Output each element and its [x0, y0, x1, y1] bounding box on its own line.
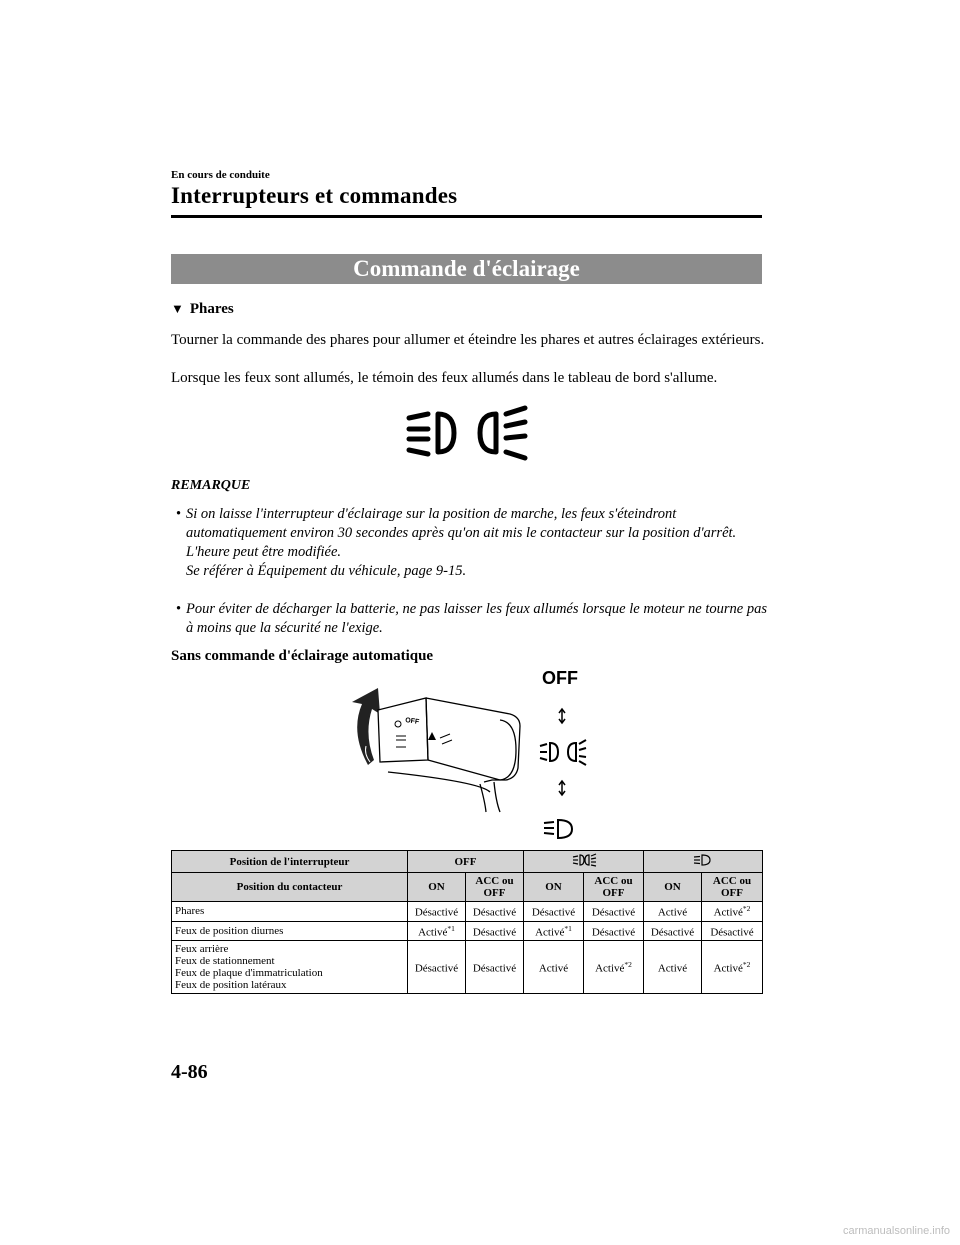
headlight-on-indicator-icon [404, 404, 530, 467]
note-item-2 [171, 600, 771, 638]
ignition-col-1: ON [408, 873, 466, 902]
table-cell: Désactivé [466, 902, 524, 922]
ignition-position-header: Position du contacteur [172, 873, 408, 902]
row-label [172, 921, 408, 941]
table-cell: Activé$^{*2}$ [584, 941, 644, 994]
row-label-line: Feux de position latéraux [175, 979, 287, 992]
row-label [172, 941, 408, 994]
ignition-col-5: ON [644, 873, 702, 902]
table-cell: Désactivé [702, 921, 763, 941]
position-lights-icon [570, 853, 598, 867]
table-cell: Désactivé [524, 902, 584, 922]
off-position-label: OFF [542, 668, 578, 688]
section-banner [171, 254, 762, 284]
watermark: carmanualsonline.info [842, 1225, 950, 1237]
low-beam-icon [544, 820, 572, 838]
table-cell: Activé$^{*2}$ [702, 902, 763, 922]
table-cell: Désactivé [466, 941, 524, 994]
low-beam-icon [692, 853, 714, 867]
note-2-text: Pour éviter de décharger la batterie, ne pas laisser les feux allumés lorsque le moteur ne tourne pas à moins que la sécurité ne l'exige. [186, 601, 767, 636]
bullet-icon: • [176, 601, 182, 617]
table-cell: Activé [524, 941, 584, 994]
section-label: En cours de conduite [171, 169, 270, 181]
intro-paragraph-1: Tourner la commande des phares pour allumer et éteindre les phares et autres éclairages extérieurs. [171, 332, 765, 348]
ignition-col-3: ON [524, 873, 584, 902]
off-header: OFF [408, 851, 524, 873]
bullet-icon: • [176, 506, 182, 522]
triangle-marker-icon: ▼ [171, 301, 184, 316]
table-row [172, 902, 763, 922]
table-subheader-row [172, 873, 763, 902]
row-label-line: Feux de position diurnes [175, 924, 284, 937]
row-label-line: Phares [175, 905, 205, 918]
table-cell: Activé$^{*2}$ [702, 941, 763, 994]
table-cell: Désactivé [466, 921, 524, 941]
note-title: REMARQUE [171, 478, 251, 493]
position-lights-header [524, 851, 644, 873]
position-lights-icon [540, 740, 586, 765]
row-label-line: Feux arrière [175, 943, 229, 956]
row-label-line: Feux de plaque d'immatriculation [175, 967, 323, 980]
low-beam-header [644, 851, 763, 873]
switch-position-table [171, 850, 762, 994]
table-cell: Activé$^{*1}$ [524, 921, 584, 941]
banner-title: Commande d'éclairage [353, 256, 580, 281]
lever-off-label: OFF [404, 717, 420, 726]
subsection-title: Sans commande d'éclairage automatique [171, 648, 434, 664]
heading-divider [171, 215, 762, 218]
subheading-label: Phares [189, 301, 234, 317]
note-1-line2: L'heure peut être modifiée. [186, 544, 342, 560]
note-item-1 [171, 505, 771, 581]
table-cell: Désactivé [644, 921, 702, 941]
light-switch-illustration [340, 662, 600, 842]
ignition-col-4: ACC ou OFF [584, 873, 644, 902]
table-cell: Activé [644, 941, 702, 994]
table-cell: Désactivé [584, 902, 644, 922]
switch-position-header: Position de l'interrupteur [172, 851, 408, 873]
table-cell: Désactivé [584, 921, 644, 941]
table-cell: Désactivé [408, 941, 466, 994]
table-row [172, 941, 763, 994]
table-cell: Désactivé [408, 902, 466, 922]
table-cell: Activé$^{*1}$ [408, 921, 466, 941]
row-label [172, 902, 408, 922]
page-title: Interrupteurs et commandes [171, 183, 458, 208]
table-header-row [172, 851, 763, 873]
subheading [171, 301, 234, 318]
ignition-col-6: ACC ou OFF [702, 873, 763, 902]
table-row [172, 921, 763, 941]
ignition-col-2: ACC ou OFF [466, 873, 524, 902]
table-cell: Activé [644, 902, 702, 922]
note-1-text: Si on laisse l'interrupteur d'éclairage sur la position de marche, les feux s'éteindront automatiquement environ 30 secondes après qu'on ait mis le contacteur sur la position d'arrêt. [186, 506, 737, 541]
page-number: 4-86 [171, 1061, 208, 1083]
intro-paragraph-2: Lorsque les feux sont allumés, le témoin des feux allumés dans le tableau de bord s'allume. [171, 370, 718, 386]
row-label-line: Feux de stationnement [175, 955, 275, 968]
note-1-line3: Se référer à Équipement du véhicule, page 9-15. [186, 563, 467, 579]
